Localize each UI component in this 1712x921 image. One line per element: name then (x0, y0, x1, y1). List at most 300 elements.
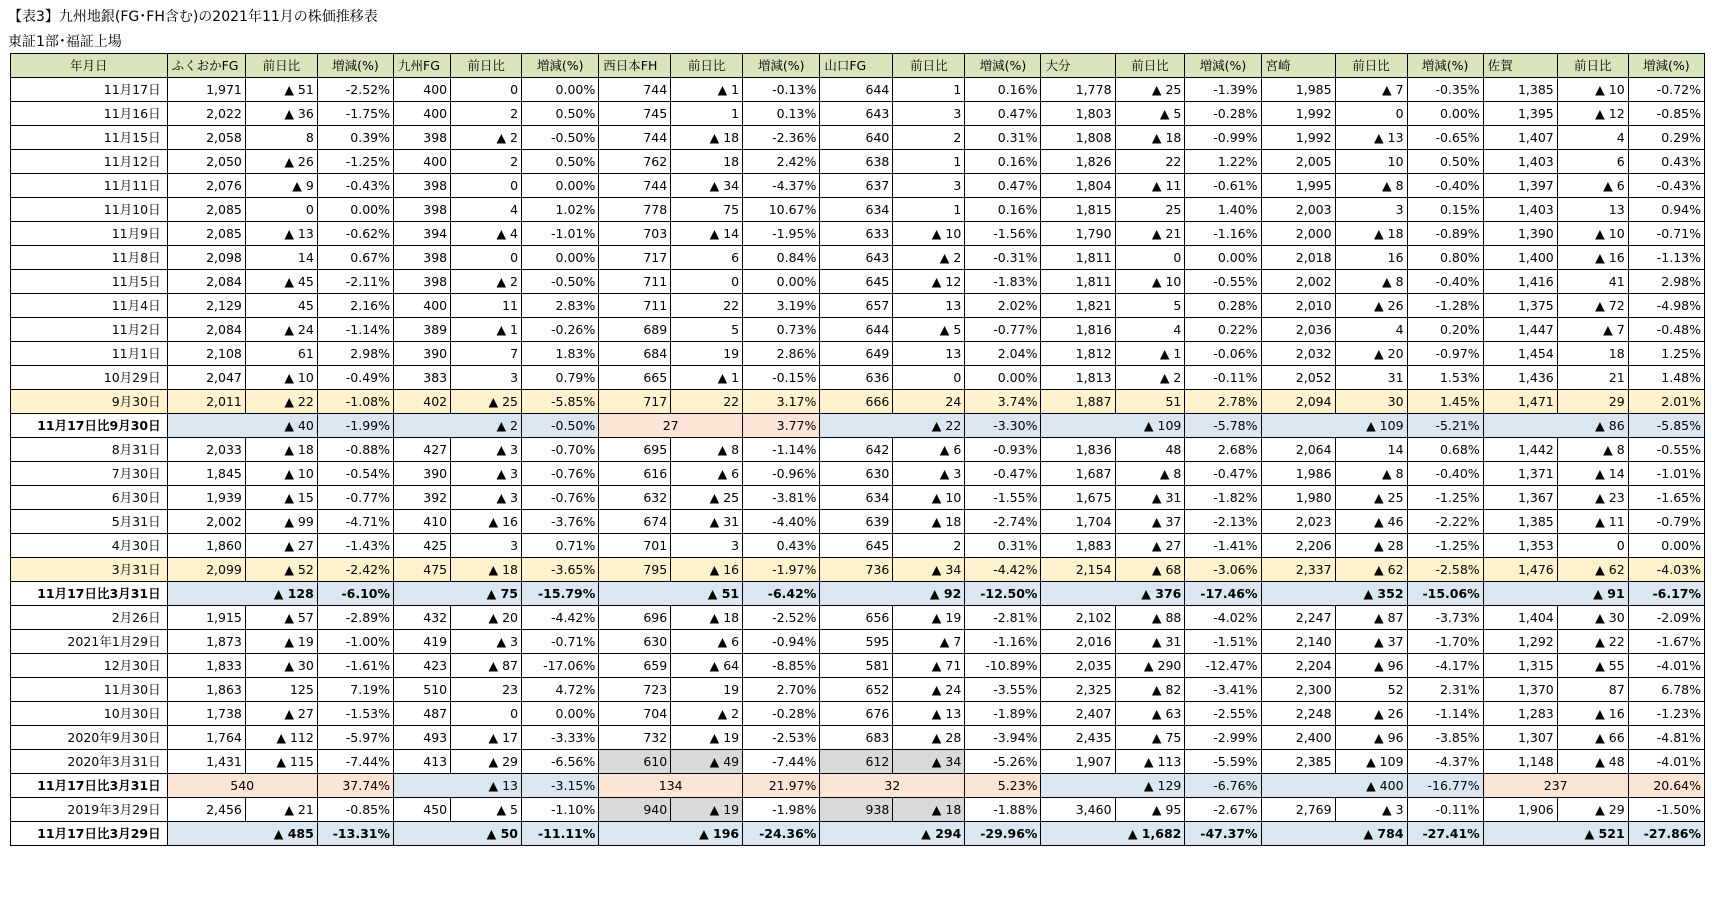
table-row (11, 678, 1705, 702)
price-cell: 2,407 (1041, 702, 1115, 726)
change-value-cell: ▲ 485 (167, 822, 317, 846)
percent-cell: 0.43% (743, 534, 820, 558)
percent-cell: -0.50% (522, 270, 599, 294)
percent-cell: 2.42% (743, 150, 820, 174)
diff-cell: ▲ 8 (1335, 174, 1407, 198)
table-row (11, 390, 1705, 414)
price-cell: 1,371 (1483, 462, 1557, 486)
diff-cell: ▲ 6 (671, 462, 743, 486)
table-row (11, 318, 1705, 342)
percent-cell: -4.17% (1407, 654, 1483, 678)
price-cell: 1,385 (1483, 510, 1557, 534)
percent-cell: 0.00% (965, 366, 1041, 390)
price-cell: 2,129 (167, 294, 245, 318)
diff-cell: 4 (1335, 318, 1407, 342)
diff-cell: ▲ 21 (245, 798, 317, 822)
percent-cell: -2.09% (1628, 606, 1704, 630)
price-cell: 1,431 (167, 750, 245, 774)
table-row (11, 78, 1705, 102)
percent-cell: 2.83% (522, 294, 599, 318)
change-value-cell: ▲ 109 (1041, 414, 1185, 438)
comparison-row (11, 774, 1705, 798)
diff-cell: ▲ 34 (671, 174, 743, 198)
percent-cell: 4.72% (522, 678, 599, 702)
diff-cell: ▲ 71 (893, 654, 965, 678)
price-cell: 745 (599, 102, 671, 126)
percent-cell: -1.61% (317, 654, 393, 678)
price-cell: 1,395 (1483, 102, 1557, 126)
change-percent-cell: -13.31% (317, 822, 393, 846)
header-pct: 増減(%) (965, 54, 1041, 78)
price-cell: 1,404 (1483, 606, 1557, 630)
percent-cell: -1.65% (1628, 486, 1704, 510)
percent-cell: -2.89% (317, 606, 393, 630)
diff-cell: ▲ 5 (451, 798, 522, 822)
header-bank: 宮崎 (1261, 54, 1335, 78)
percent-cell: -1.25% (317, 150, 393, 174)
percent-cell: 1.45% (1407, 390, 1483, 414)
percent-cell: -0.15% (743, 366, 820, 390)
price-cell: 390 (394, 462, 451, 486)
percent-cell: -1.83% (965, 270, 1041, 294)
diff-cell: ▲ 6 (893, 438, 965, 462)
diff-cell: ▲ 62 (1557, 558, 1628, 582)
header-diff: 前日比 (893, 54, 965, 78)
percent-cell: 0.84% (743, 246, 820, 270)
percent-cell: -0.55% (1185, 270, 1261, 294)
header-bank: 九州FG (394, 54, 451, 78)
percent-cell: 0.79% (522, 366, 599, 390)
change-value-cell: 27 (599, 414, 743, 438)
percent-cell: -1.88% (965, 798, 1041, 822)
diff-cell: ▲ 18 (245, 438, 317, 462)
price-cell: 2,035 (1041, 654, 1115, 678)
table-row (11, 366, 1705, 390)
percent-cell: -1.01% (522, 222, 599, 246)
diff-cell: 1 (893, 150, 965, 174)
price-cell: 1,403 (1483, 150, 1557, 174)
header-pct: 増減(%) (1407, 54, 1483, 78)
percent-cell: -2.42% (317, 558, 393, 582)
table-row (11, 750, 1705, 774)
diff-cell: ▲ 109 (1335, 750, 1407, 774)
percent-cell: 1.02% (522, 198, 599, 222)
percent-cell: -5.26% (965, 750, 1041, 774)
diff-cell: ▲ 13 (245, 222, 317, 246)
diff-cell: 3 (671, 534, 743, 558)
price-cell: 510 (394, 678, 451, 702)
header-diff: 前日比 (451, 54, 522, 78)
diff-cell: 3 (893, 102, 965, 126)
header-pct: 増減(%) (1185, 54, 1261, 78)
price-cell: 1,390 (1483, 222, 1557, 246)
diff-cell: 21 (1557, 366, 1628, 390)
change-percent-cell: -3.15% (522, 774, 599, 798)
percent-cell: -0.61% (1185, 174, 1261, 198)
diff-cell: ▲ 5 (893, 318, 965, 342)
price-cell: 612 (820, 750, 893, 774)
row-date: 2020年9月30日 (11, 726, 168, 750)
percent-cell: -0.93% (965, 438, 1041, 462)
price-cell: 2,108 (167, 342, 245, 366)
change-percent-cell: -15.06% (1407, 582, 1483, 606)
diff-cell: 87 (1557, 678, 1628, 702)
change-percent-cell: -15.79% (522, 582, 599, 606)
diff-cell: ▲ 99 (245, 510, 317, 534)
change-percent-cell: -6.10% (317, 582, 393, 606)
table-row (11, 270, 1705, 294)
price-cell: 2,154 (1041, 558, 1115, 582)
change-value-cell: ▲ 294 (820, 822, 965, 846)
row-date: 5月31日 (11, 510, 168, 534)
percent-cell: -0.40% (1407, 270, 1483, 294)
diff-cell: ▲ 21 (1115, 222, 1185, 246)
diff-cell: 18 (1557, 342, 1628, 366)
price-cell: 1,148 (1483, 750, 1557, 774)
price-cell: 1,995 (1261, 174, 1335, 198)
percent-cell: 1.53% (1407, 366, 1483, 390)
diff-cell: ▲ 45 (245, 270, 317, 294)
percent-cell: 2.68% (1185, 438, 1261, 462)
price-cell: 2,098 (167, 246, 245, 270)
diff-cell: ▲ 24 (245, 318, 317, 342)
percent-cell: -2.11% (317, 270, 393, 294)
price-cell: 711 (599, 294, 671, 318)
percent-cell: -4.03% (1628, 558, 1704, 582)
price-cell: 2,052 (1261, 366, 1335, 390)
change-percent-cell: -5.21% (1407, 414, 1483, 438)
percent-cell: -1.97% (743, 558, 820, 582)
row-date: 10月29日 (11, 366, 168, 390)
diff-cell: 29 (1557, 390, 1628, 414)
diff-cell: ▲ 1 (671, 366, 743, 390)
price-cell: 2,002 (1261, 270, 1335, 294)
price-cell: 643 (820, 246, 893, 270)
diff-cell: ▲ 18 (1335, 222, 1407, 246)
price-cell: 2,337 (1261, 558, 1335, 582)
diff-cell: ▲ 2 (451, 126, 522, 150)
change-value-cell: ▲ 75 (394, 582, 522, 606)
percent-cell: -7.44% (317, 750, 393, 774)
price-cell: 1,836 (1041, 438, 1115, 462)
percent-cell: -0.77% (317, 486, 393, 510)
price-cell: 450 (394, 798, 451, 822)
change-value-cell: ▲ 128 (167, 582, 317, 606)
table-row (11, 606, 1705, 630)
percent-cell: -1.23% (1628, 702, 1704, 726)
percent-cell: -4.42% (522, 606, 599, 630)
diff-cell: ▲ 3 (893, 462, 965, 486)
percent-cell: -1.01% (1628, 462, 1704, 486)
price-cell: 1,986 (1261, 462, 1335, 486)
diff-cell: ▲ 29 (451, 750, 522, 774)
percent-cell: 1.25% (1628, 342, 1704, 366)
diff-cell: ▲ 49 (671, 750, 743, 774)
header-pct: 増減(%) (317, 54, 393, 78)
percent-cell: 0.20% (1407, 318, 1483, 342)
price-cell: 581 (820, 654, 893, 678)
percent-cell: -0.50% (522, 126, 599, 150)
row-date: 10月30日 (11, 702, 168, 726)
diff-cell: ▲ 57 (245, 606, 317, 630)
diff-cell: ▲ 95 (1115, 798, 1185, 822)
price-cell: 1,815 (1041, 198, 1115, 222)
price-cell: 1,826 (1041, 150, 1115, 174)
percent-cell: -0.11% (1185, 366, 1261, 390)
percent-cell: -0.88% (317, 438, 393, 462)
comparison-row (11, 414, 1705, 438)
diff-cell: ▲ 88 (1115, 606, 1185, 630)
percent-cell: -2.52% (743, 606, 820, 630)
diff-cell: 31 (1335, 366, 1407, 390)
price-cell: 1,821 (1041, 294, 1115, 318)
percent-cell: -0.71% (522, 630, 599, 654)
diff-cell: ▲ 18 (671, 126, 743, 150)
price-cell: 1,385 (1483, 78, 1557, 102)
change-value-cell: ▲ 196 (599, 822, 743, 846)
price-cell: 2,435 (1041, 726, 1115, 750)
price-cell: 419 (394, 630, 451, 654)
percent-cell: -3.06% (1185, 558, 1261, 582)
price-cell: 1,803 (1041, 102, 1115, 126)
percent-cell: -1.39% (1185, 78, 1261, 102)
diff-cell: 0 (1557, 534, 1628, 558)
percent-cell: -1.53% (317, 702, 393, 726)
percent-cell: 1.40% (1185, 198, 1261, 222)
change-percent-cell: -27.41% (1407, 822, 1483, 846)
diff-cell: 0 (671, 270, 743, 294)
percent-cell: 0.15% (1407, 198, 1483, 222)
diff-cell: ▲ 96 (1335, 726, 1407, 750)
price-cell: 2,085 (167, 198, 245, 222)
diff-cell: 22 (671, 294, 743, 318)
price-cell: 2,400 (1261, 726, 1335, 750)
price-cell: 636 (820, 366, 893, 390)
percent-cell: 2.78% (1185, 390, 1261, 414)
diff-cell: ▲ 30 (1557, 606, 1628, 630)
diff-cell: ▲ 24 (893, 678, 965, 702)
diff-cell: ▲ 31 (1115, 630, 1185, 654)
percent-cell: -1.14% (743, 438, 820, 462)
diff-cell: ▲ 11 (1115, 174, 1185, 198)
row-date: 11月17日比3月31日 (11, 774, 168, 798)
change-value-cell: ▲ 51 (599, 582, 743, 606)
percent-cell: -4.01% (1628, 750, 1704, 774)
price-cell: 1,811 (1041, 270, 1115, 294)
percent-cell: 2.98% (1628, 270, 1704, 294)
percent-cell: -2.99% (1185, 726, 1261, 750)
price-cell: 400 (394, 102, 451, 126)
change-percent-cell: 20.64% (1628, 774, 1704, 798)
row-date: 11月17日比3月31日 (11, 582, 168, 606)
price-cell: 696 (599, 606, 671, 630)
diff-cell: ▲ 14 (1557, 462, 1628, 486)
percent-cell: -1.70% (1407, 630, 1483, 654)
diff-cell: ▲ 10 (1115, 270, 1185, 294)
percent-cell: 3.17% (743, 390, 820, 414)
diff-cell: ▲ 36 (245, 102, 317, 126)
diff-cell: ▲ 18 (893, 798, 965, 822)
price-cell: 645 (820, 270, 893, 294)
change-value-cell: ▲ 2 (394, 414, 522, 438)
diff-cell: 13 (893, 342, 965, 366)
price-cell: 1,811 (1041, 246, 1115, 270)
percent-cell: 0.00% (743, 270, 820, 294)
diff-cell: ▲ 3 (451, 486, 522, 510)
diff-cell: ▲ 75 (1115, 726, 1185, 750)
diff-cell: 125 (245, 678, 317, 702)
price-cell: 1,764 (167, 726, 245, 750)
diff-cell: ▲ 29 (1557, 798, 1628, 822)
price-cell: 413 (394, 750, 451, 774)
diff-cell: ▲ 18 (893, 510, 965, 534)
diff-cell: 2 (893, 534, 965, 558)
percent-cell: -2.67% (1185, 798, 1261, 822)
price-cell: 2,094 (1261, 390, 1335, 414)
diff-cell: 14 (245, 246, 317, 270)
diff-cell: ▲ 55 (1557, 654, 1628, 678)
row-date: 9月30日 (11, 390, 168, 414)
diff-cell: ▲ 20 (1335, 342, 1407, 366)
price-cell: 640 (820, 126, 893, 150)
percent-cell: 0.00% (1185, 246, 1261, 270)
price-cell: 2,140 (1261, 630, 1335, 654)
row-date: 11月10日 (11, 198, 168, 222)
diff-cell: 5 (671, 318, 743, 342)
price-cell: 732 (599, 726, 671, 750)
price-cell: 400 (394, 150, 451, 174)
diff-cell: ▲ 10 (1557, 222, 1628, 246)
change-percent-cell: -16.77% (1407, 774, 1483, 798)
price-cell: 674 (599, 510, 671, 534)
diff-cell: 3 (893, 174, 965, 198)
change-value-cell: ▲ 92 (820, 582, 965, 606)
diff-cell: 2 (893, 126, 965, 150)
percent-cell: 2.02% (965, 294, 1041, 318)
price-cell: 400 (394, 78, 451, 102)
percent-cell: -1.00% (317, 630, 393, 654)
diff-cell: 11 (451, 294, 522, 318)
percent-cell: 2.98% (317, 342, 393, 366)
price-cell: 2,769 (1261, 798, 1335, 822)
price-cell: 425 (394, 534, 451, 558)
diff-cell: ▲ 25 (1115, 78, 1185, 102)
diff-cell: ▲ 31 (671, 510, 743, 534)
diff-cell: ▲ 18 (451, 558, 522, 582)
diff-cell: ▲ 27 (245, 702, 317, 726)
price-cell: 1,906 (1483, 798, 1557, 822)
change-percent-cell: -17.46% (1185, 582, 1261, 606)
price-cell: 2,010 (1261, 294, 1335, 318)
percent-cell: -3.65% (522, 558, 599, 582)
percent-cell: -0.54% (317, 462, 393, 486)
price-cell: 938 (820, 798, 893, 822)
change-value-cell: ▲ 86 (1483, 414, 1628, 438)
price-cell: 1,833 (167, 654, 245, 678)
header-pct: 増減(%) (522, 54, 599, 78)
diff-cell: 8 (245, 126, 317, 150)
header-diff: 前日比 (245, 54, 317, 78)
diff-cell: 52 (1335, 678, 1407, 702)
diff-cell: ▲ 22 (245, 390, 317, 414)
diff-cell: ▲ 28 (1335, 534, 1407, 558)
header-row (11, 54, 1705, 78)
price-cell: 1,397 (1483, 174, 1557, 198)
diff-cell: ▲ 8 (1115, 462, 1185, 486)
price-cell: 3,460 (1041, 798, 1115, 822)
diff-cell: 51 (1115, 390, 1185, 414)
diff-cell: 0 (893, 366, 965, 390)
diff-cell: 13 (1557, 198, 1628, 222)
percent-cell: -2.81% (965, 606, 1041, 630)
diff-cell: 0 (451, 174, 522, 198)
row-date: 3月31日 (11, 558, 168, 582)
row-date: 2021年1月29日 (11, 630, 168, 654)
percent-cell: -0.40% (1407, 174, 1483, 198)
table-row (11, 654, 1705, 678)
price-cell: 634 (820, 198, 893, 222)
diff-cell: 5 (1115, 294, 1185, 318)
diff-cell: ▲ 8 (1335, 270, 1407, 294)
percent-cell: 0.50% (522, 150, 599, 174)
diff-cell: ▲ 290 (1115, 654, 1185, 678)
change-percent-cell: -5.78% (1185, 414, 1261, 438)
diff-cell: ▲ 14 (671, 222, 743, 246)
diff-cell: ▲ 64 (671, 654, 743, 678)
price-cell: 717 (599, 246, 671, 270)
diff-cell: ▲ 7 (1335, 78, 1407, 102)
table-row (11, 246, 1705, 270)
percent-cell: -0.85% (317, 798, 393, 822)
percent-cell: 2.86% (743, 342, 820, 366)
price-cell: 400 (394, 294, 451, 318)
percent-cell: -4.02% (1185, 606, 1261, 630)
diff-cell: ▲ 12 (1557, 102, 1628, 126)
table-row (11, 486, 1705, 510)
diff-cell: ▲ 1 (671, 78, 743, 102)
change-value-cell: 134 (599, 774, 743, 798)
percent-cell: -7.44% (743, 750, 820, 774)
diff-cell: 6 (671, 246, 743, 270)
price-cell: 1,907 (1041, 750, 1115, 774)
price-cell: 744 (599, 126, 671, 150)
diff-cell: 3 (451, 366, 522, 390)
percent-cell: -0.13% (743, 78, 820, 102)
row-date: 11月8日 (11, 246, 168, 270)
percent-cell: -3.81% (743, 486, 820, 510)
diff-cell: 1 (671, 102, 743, 126)
price-cell: 2,050 (167, 150, 245, 174)
percent-cell: -2.74% (965, 510, 1041, 534)
price-cell: 1,476 (1483, 558, 1557, 582)
price-cell: 2,085 (167, 222, 245, 246)
percent-cell: -1.95% (743, 222, 820, 246)
percent-cell: -1.89% (965, 702, 1041, 726)
price-cell: 423 (394, 654, 451, 678)
price-cell: 703 (599, 222, 671, 246)
diff-cell: ▲ 52 (245, 558, 317, 582)
diff-cell: ▲ 6 (671, 630, 743, 654)
change-value-cell: ▲ 50 (394, 822, 522, 846)
price-cell: 1,915 (167, 606, 245, 630)
row-date: 11月17日比9月30日 (11, 414, 168, 438)
price-cell: 2,456 (167, 798, 245, 822)
percent-cell: -2.22% (1407, 510, 1483, 534)
percent-cell: 0.39% (317, 126, 393, 150)
percent-cell: 2.31% (1407, 678, 1483, 702)
percent-cell: -1.50% (1628, 798, 1704, 822)
price-cell: 2,005 (1261, 150, 1335, 174)
